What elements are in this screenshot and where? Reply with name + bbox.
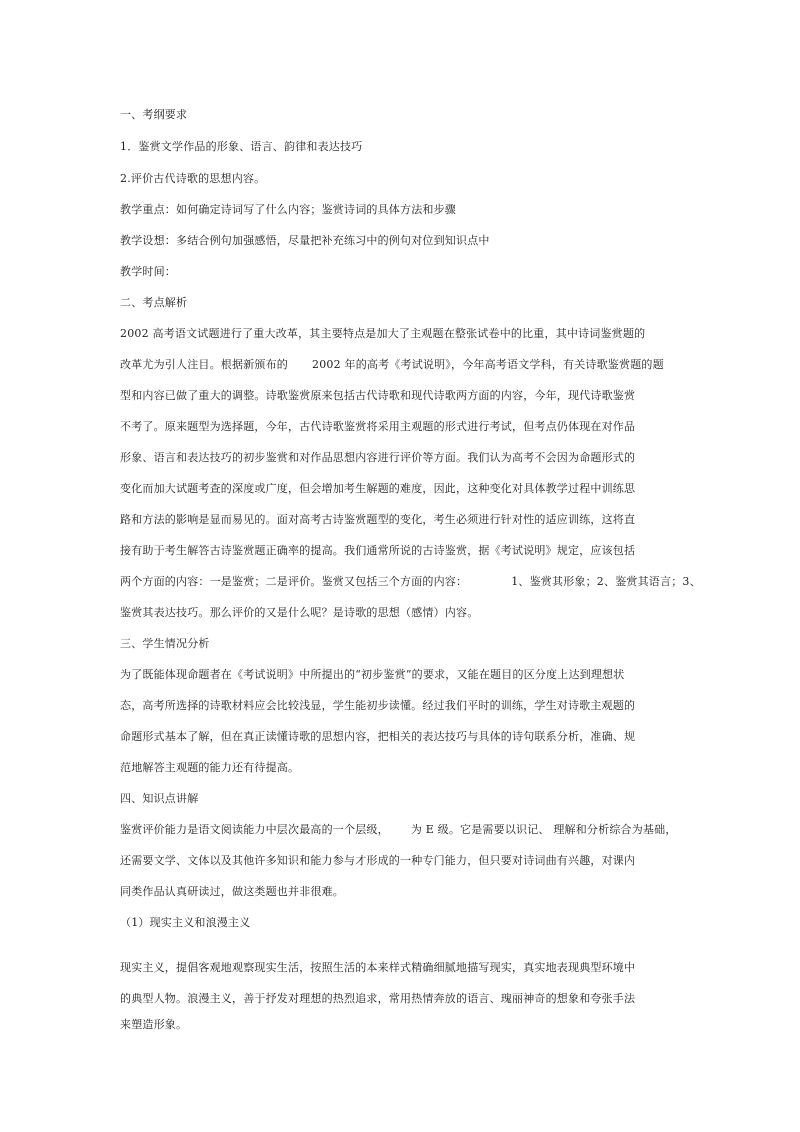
heading-knowledge-points: 四、知识点讲解 — [120, 792, 199, 805]
paragraph-line-part: 改革尤为引人注目。根据新颁布的 — [120, 358, 288, 371]
paragraph-line: 鉴赏其表达技巧。那么评价的又是什么呢？是诗歌的思想（感情）内容。 — [120, 606, 479, 619]
paragraph-line: 现实主义，提倡客观地观察现实生活，按照生活的本来样式精确细腻地描写现实，真实地表现典型环境中 — [120, 961, 636, 974]
heading-exam-requirements: 一、考纲要求 — [120, 108, 188, 121]
paragraph-line-part: 鉴赏评价能力是语文阅读能力中层次最高的一个层级， — [120, 823, 389, 836]
paragraph-line: 2002 高考语文试题进行了重大改革，其主要特点是加大了主观题在整张试卷中的比重，其中诗词鉴赏题的 — [120, 327, 646, 340]
paragraph-line — [120, 823, 677, 837]
heading-exam-analysis: 二、考点解析 — [120, 296, 188, 309]
paragraph-line: 还需要文学、文体以及其他许多知识和能力参与才形成的一种专门能力，但只要对诗词曲有兴趣，对课内 — [120, 854, 636, 867]
paragraph-line-part: 两个方面的内容：一是鉴赏；二是评价。鉴赏又包括三个方面的内容： — [120, 575, 468, 588]
requirement-item-2: 2.评价古代诗歌的思想内容。 — [120, 172, 266, 185]
paragraph-line: 为了既能体现命题者在《考试说明》中所提出的“初步鉴赏”的要求，又能在题目的区分度上达到理想状 — [120, 668, 625, 681]
paragraph-line-part: 2002 年的高考《考试说明》，今年高考语文学科，有关诗歌鉴赏题的题 — [312, 358, 664, 371]
paragraph-line: 的典型人物。浪漫主义，善于抒发对理想的热烈追求，常用热情奔放的语言、瑰丽神奇的想象和夸张手法 — [120, 992, 636, 1005]
teaching-time: 教学时间： — [120, 265, 176, 278]
teaching-plan: 教学设想：多结合例句加强感悟，尽量把补充练习中的例句对位到知识点中 — [120, 234, 490, 247]
paragraph-line: 范地解答主观题的能力还有待提高。 — [120, 761, 300, 774]
paragraph-line-part: 为 E 级。它是需要以识记、 理解和分析综合为基础， — [410, 823, 677, 836]
paragraph-line: 同类作品认真研读过，做这类题也并非很难。 — [120, 885, 344, 898]
paragraph-line-part: 1、鉴赏其形象；2、鉴赏其语言；3、 — [511, 575, 701, 588]
paragraph-line: 接有助于考生解答古诗鉴赏题正确率的提高。我们通常所说的古诗鉴赏，据《考试说明》规定，应该包括 — [120, 544, 636, 557]
requirement-item-1: 1．鉴赏文学作品的形象、语言、韵律和表达技巧 — [120, 140, 363, 153]
teaching-focus: 教学重点：如何确定诗词写了什么内容；鉴赏诗词的具体方法和步骤 — [120, 203, 456, 216]
paragraph-line — [120, 358, 664, 372]
paragraph-line: 型和内容已做了重大的调整。诗歌鉴赏原来包括古代诗歌和现代诗歌两方面的内容，今年，现代诗歌鉴赏 — [120, 389, 636, 402]
paragraph-line: 不考了。原来题型为选择题，今年，古代诗歌鉴赏将采用主观题的形式进行考试，但考点仍体现在对作品 — [120, 420, 636, 433]
paragraph-line: 态，高考所选择的诗歌材料应会比较浅显，学生能初步读懂。经过我们平时的训练，学生对诗歌主观题的 — [120, 699, 636, 712]
paragraph-line: 路和方法的影响是显而易见的。面对高考古诗鉴赏题型的变化，考生必须进行针对性的适应训练，这将直 — [120, 513, 636, 526]
heading-student-analysis: 三、学生情况分析 — [120, 637, 210, 650]
paragraph-line: 来塑造形象。 — [120, 1018, 188, 1031]
paragraph-line — [120, 575, 701, 589]
paragraph-line: 命题形式基本了解，但在真正读懂诗歌的思想内容，把相关的表达技巧与具体的诗句联系分析，准确、规 — [120, 730, 636, 743]
paragraph-line: 形象、语言和表达技巧的初步鉴赏和对作品思想内容进行评价等方面。我们认为高考不会因为命题形式的 — [120, 451, 636, 464]
subheading-realism-romanticism: （1）现实主义和浪漫主义 — [120, 916, 251, 929]
paragraph-line: 变化而加大试题考查的深度或广度，但会增加考生解题的难度，因此，这种变化对具体教学过程中训练思 — [120, 482, 636, 495]
